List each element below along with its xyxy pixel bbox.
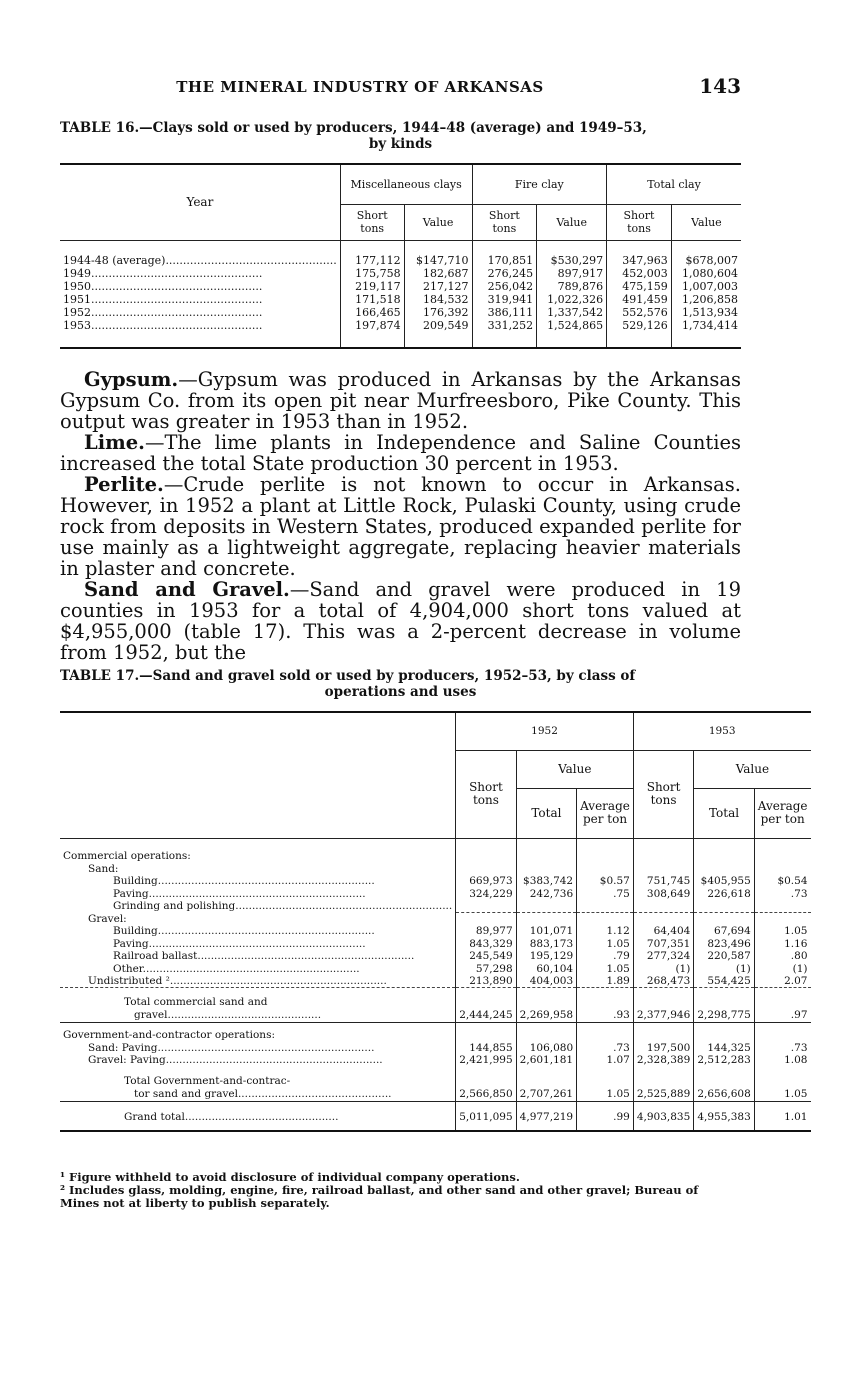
table17-cell [577,913,634,926]
table17-cell: 195,129 [516,950,576,963]
table16-cell: 170,851 [472,254,537,267]
text-sand-gravel: —Sand and gravel were produced in 19 counties in 1953 for a total of 4,904,000 short tons valued at $4,955,000 (table 17). This was a 2-percent decrease in volume from 1952, but the [60,578,741,664]
table17-caption-line2: operations and uses [324,684,477,700]
table16-caption-line1: TABLE 16.—Clays sold or used by producers, 1944–48 (average) and 1949–53, [60,120,647,136]
table17 [60,711,811,1132]
page-number: 143 [699,74,741,98]
table17-short-tons-header: Short tons [456,750,516,838]
table17-cell: 60,104 [516,963,576,976]
table16-sub-header: Value [404,204,472,240]
table17-cell: 4,955,383 [694,1110,754,1124]
table17-value-header: Value [694,750,811,788]
table17-cell: 67,694 [694,925,754,938]
table16-cell: $678,007 [671,254,741,267]
table17-cell: 1.08 [754,1054,810,1067]
table17-cell: .75 [577,888,634,901]
table17-cell [456,863,516,876]
table17-cell: 2,298,775 [694,1009,754,1023]
table17-cell: .97 [754,1009,810,1023]
table17-cell: 707,351 [633,938,693,951]
table17-cell: 883,173 [516,938,576,951]
body-text [60,369,741,663]
table16-cell: 331,252 [472,319,537,332]
table16-cell: 386,111 [472,306,537,319]
table17-caption-line1: TABLE 17.—Sand and gravel sold or used by producers, 1952–53, by class of [60,668,636,684]
table16-cell: 256,042 [472,280,537,293]
table17-row-label: Sand: [88,862,119,875]
table17-cell: 268,473 [633,975,693,988]
table17-row [60,950,811,963]
table17-cell: .73 [577,1042,634,1055]
table17-cell [694,913,754,926]
table17-cell [754,913,810,926]
table17-cell: 106,080 [516,1042,576,1055]
table17-cell [754,900,810,913]
table17-cell [694,863,754,876]
table16-cell: 209,549 [404,319,472,332]
table17-total-gov-label: Total Government-and-contrac- [124,1075,291,1087]
table17-cell: 1.05 [577,938,634,951]
table17-year-1953: 1953 [633,712,810,750]
table17-row [60,875,811,888]
table16-sub-header: Value [537,204,607,240]
table17-cell: 2,269,958 [516,1009,576,1023]
table17-cell: 2,707,261 [516,1088,576,1102]
table17-total-header: Total [694,788,754,838]
table17-cell: 1.01 [754,1110,810,1124]
table16-cell: $530,297 [537,254,607,267]
table16-cell: 491,459 [607,293,672,306]
table17-cell: 843,329 [456,938,516,951]
table17-cell [456,913,516,926]
table16-cell: 184,532 [404,293,472,306]
table17-cell [633,900,693,913]
table17-cell: 1.89 [577,975,634,988]
table16-cell: 552,576 [607,306,672,319]
table17-cell: (1) [694,963,754,976]
table17-cell: $0.54 [754,875,810,888]
table17-cell: 4,977,219 [516,1110,576,1124]
table17-gov-label: Gravel: Paving................................................................. [88,1054,383,1067]
table17-row [60,963,811,976]
text-gypsum: —Gypsum was produced in Arkansas by the Arkansas Gypsum Co. from its open pit near Murfreesboro, Pike County. This output was greater in 1953 than in 1952. [60,368,741,433]
footnotes [60,1171,741,1210]
table17-total-header: Total [516,788,576,838]
table17-cell: (1) [754,963,810,976]
table17-cell [456,900,516,913]
table17-cell: (1) [633,963,693,976]
table17-cell: $405,955 [694,875,754,888]
table17-cell: 1.05 [754,925,810,938]
table16-cell: 1,206,858 [671,293,741,306]
table16-year-cell: 1951................................................. [63,293,263,306]
table16-cell: 1,734,414 [671,319,741,332]
table17-cell: 324,229 [456,888,516,901]
table16-cell: 176,392 [404,306,472,319]
table17-row [60,900,811,913]
text-perlite: —Crude perlite is not known to occur in Arkansas. However, in 1952 a plant at Little Rock, Pulaski County, using crude rock from deposits in Western States, produced expanded perlite for use mainly as a lightweight aggregate, replacing heavier materials in plaster and concrete. [60,473,741,580]
table17-cell: 101,071 [516,925,576,938]
table17-avg-header: Average per ton [577,788,634,838]
footnote-1: ¹ Figure withheld to avoid disclosure of individual company operations. [60,1170,520,1184]
table16-misc-header: Miscellaneous clays [340,164,472,204]
table17-cell: $0.57 [577,875,634,888]
table17-row-label: Building................................................................. [113,925,375,938]
table17-cell [577,850,634,863]
table17-value-header: Value [516,750,633,788]
table17-row-label: Railroad ballast................................................................. [113,950,415,963]
table17-row-label: Grinding and polishing................................................................. [113,900,453,913]
table17-grand-total-label: Grand total.............................................. [124,1110,339,1123]
table17-cell: 2,377,946 [633,1009,693,1023]
table17-total-commercial-label2: gravel.............................................. [134,1009,322,1022]
heading-perlite: Perlite. [84,473,164,496]
table17-row-label: Gravel: [88,912,127,925]
table17-cell: .79 [577,950,634,963]
table17-year-1952: 1952 [456,712,634,750]
running-header [60,74,741,98]
table17-row-label: Paving................................................................. [113,937,366,950]
table16-caption-line2: by kinds [368,136,433,152]
table17-cell: $383,742 [516,875,576,888]
table17-gov-row [60,1054,811,1067]
table16-cell: 475,159 [607,280,672,293]
table17-cell: 89,977 [456,925,516,938]
table16-cell: 319,941 [472,293,537,306]
table17-cell: 220,587 [694,950,754,963]
table17-row [60,863,811,876]
table16-cell: 219,117 [340,280,404,293]
table17-total-commercial-label: Total commercial sand and [124,996,268,1008]
heading-gypsum: Gypsum. [84,368,179,391]
table17-row [60,888,811,901]
table17-cell: 226,618 [694,888,754,901]
table16-cell: 1,513,934 [671,306,741,319]
table17-cell [754,863,810,876]
table17-gov-row [60,1042,811,1055]
table17-cell: 823,496 [694,938,754,951]
table16 [60,163,741,349]
table16-cell: 529,126 [607,319,672,332]
table17-row [60,938,811,951]
table17-cell: 4,903,835 [633,1110,693,1124]
table17-cell: 2,601,181 [516,1054,576,1067]
table16-caption [60,120,741,152]
table16-year-header: Year [60,164,340,240]
table16-cell: 897,917 [537,267,607,280]
table17-row-label: Paving................................................................. [113,887,366,900]
table17-cell: .73 [754,888,810,901]
table17-total-commercial-row [60,996,811,1009]
table17-cell: 144,855 [456,1042,516,1055]
table17-cell: 242,736 [516,888,576,901]
table17-cell: 5,011,095 [456,1110,516,1124]
table17-caption [60,668,741,700]
table17-cell [633,863,693,876]
table17-cell [577,900,634,913]
table16-cell: 1,007,003 [671,280,741,293]
table16-cell: 217,127 [404,280,472,293]
table17-row-label: Commercial operations: [63,850,191,863]
table17-row-label: Other................................................................. [113,962,360,975]
table17-cell [633,913,693,926]
table17-cell: .73 [754,1042,810,1055]
paragraph-perlite [60,474,741,579]
table16-year-cell: 1949................................................. [63,267,263,280]
table17-cell: 308,649 [633,888,693,901]
table17-cell [577,863,634,876]
table17-cell: 404,003 [516,975,576,988]
table16-cell: 1,337,542 [537,306,607,319]
table16-cell: $147,710 [404,254,472,267]
table17-row-label: Undistributed ²................................................................. [88,975,387,987]
table17-row [60,975,811,988]
table16-cell: 1,080,604 [671,267,741,280]
table17-cell [633,850,693,863]
table17-cell: 1.05 [577,963,634,976]
table17-cell: 245,549 [456,950,516,963]
table17-short-tons-header: Short tons [633,750,693,838]
table17-row [60,925,811,938]
table17-cell [694,850,754,863]
table16-year-cell: 1944-48 (average)................................................. [63,254,337,267]
table17-cell [754,850,810,863]
table17-cell: 2,566,850 [456,1088,516,1102]
table17-gov-label: Sand: Paving................................................................. [88,1041,375,1054]
table17-cell: .99 [577,1110,634,1124]
table16-cell: 1,022,326 [537,293,607,306]
table17-cell: 2,656,608 [694,1088,754,1102]
table17-cell: 2,444,245 [456,1009,516,1023]
table16-sub-header: Short tons [607,204,672,240]
table16-row [60,267,741,280]
table17-row [60,913,811,926]
paragraph-lime [60,432,741,474]
table17-avg-header: Average per ton [754,788,810,838]
table17-row [60,850,811,863]
table16-year-cell: 1953................................................. [63,319,263,332]
table17-cell: 669,973 [456,875,516,888]
table17-cell: 2,328,389 [633,1054,693,1067]
table16-cell: 276,245 [472,267,537,280]
table16-year-cell: 1950................................................. [63,280,263,293]
table16-cell: 197,874 [340,319,404,332]
table16-cell: 182,687 [404,267,472,280]
table17-gov-heading: Government-and-contractor operations: [63,1029,275,1041]
table17-cell [694,900,754,913]
table16-cell: 1,524,865 [537,319,607,332]
table17-cell: 554,425 [694,975,754,988]
table16-cell: 789,876 [537,280,607,293]
table17-cell: 1.05 [577,1088,634,1102]
table17-cell: 144,325 [694,1042,754,1055]
table17-cell [516,850,576,863]
text-lime: —The lime plants in Independence and Saline Counties increased the total State production 30 percent in 1953. [60,431,741,475]
table16-cell: 166,465 [340,306,404,319]
table16-cell: 175,758 [340,267,404,280]
table16-row [60,319,741,332]
table16-row [60,254,741,267]
table16-total-header: Total clay [607,164,741,204]
table17-cell [516,863,576,876]
table17-cell: 213,890 [456,975,516,988]
table17-row-label: Building................................................................. [113,875,375,888]
table17-cell: 751,745 [633,875,693,888]
table17-cell: 1.05 [754,1088,810,1102]
heading-lime: Lime. [84,431,145,454]
heading-sand-gravel: Sand and Gravel. [84,578,290,601]
table16-row [60,280,741,293]
table16-row [60,306,741,319]
table16-sub-header: Short tons [472,204,537,240]
table17-cell: 2,512,283 [694,1054,754,1067]
table17-cell [516,900,576,913]
table17-cell: 57,298 [456,963,516,976]
table17-cell: 2.07 [754,975,810,988]
table16-cell: 177,112 [340,254,404,267]
table17-cell: 277,324 [633,950,693,963]
table17-cell: 197,500 [633,1042,693,1055]
table17-cell: 64,404 [633,925,693,938]
table16-row [60,293,741,306]
table17-cell: 2,421,995 [456,1054,516,1067]
running-title: THE MINERAL INDUSTRY OF ARKANSAS [176,78,544,96]
table16-cell: 347,963 [607,254,672,267]
table17-cell: 2,525,889 [633,1088,693,1102]
table17-cell: .93 [577,1009,634,1023]
table17-total-gov-label2: tor sand and gravel.............................................. [134,1088,392,1101]
table17-cell: 1.12 [577,925,634,938]
paragraph-gypsum [60,369,741,432]
paragraph-sand-gravel [60,579,741,663]
table16-fire-header: Fire clay [472,164,607,204]
table17-cell: .80 [754,950,810,963]
table17-cell [516,913,576,926]
table16-cell: 171,518 [340,293,404,306]
table16-sub-header: Value [671,204,741,240]
footnote-2: ² Includes glass, molding, engine, fire, railroad ballast, and other sand and other gravel; Bureau of Mines not at liberty to publish separately. [60,1183,699,1210]
table17-cell: 1.07 [577,1054,634,1067]
table16-year-cell: 1952................................................. [63,306,263,319]
table17-cell: 1.16 [754,938,810,951]
table17-cell [456,850,516,863]
table16-cell: 452,003 [607,267,672,280]
table16-sub-header: Short tons [340,204,404,240]
